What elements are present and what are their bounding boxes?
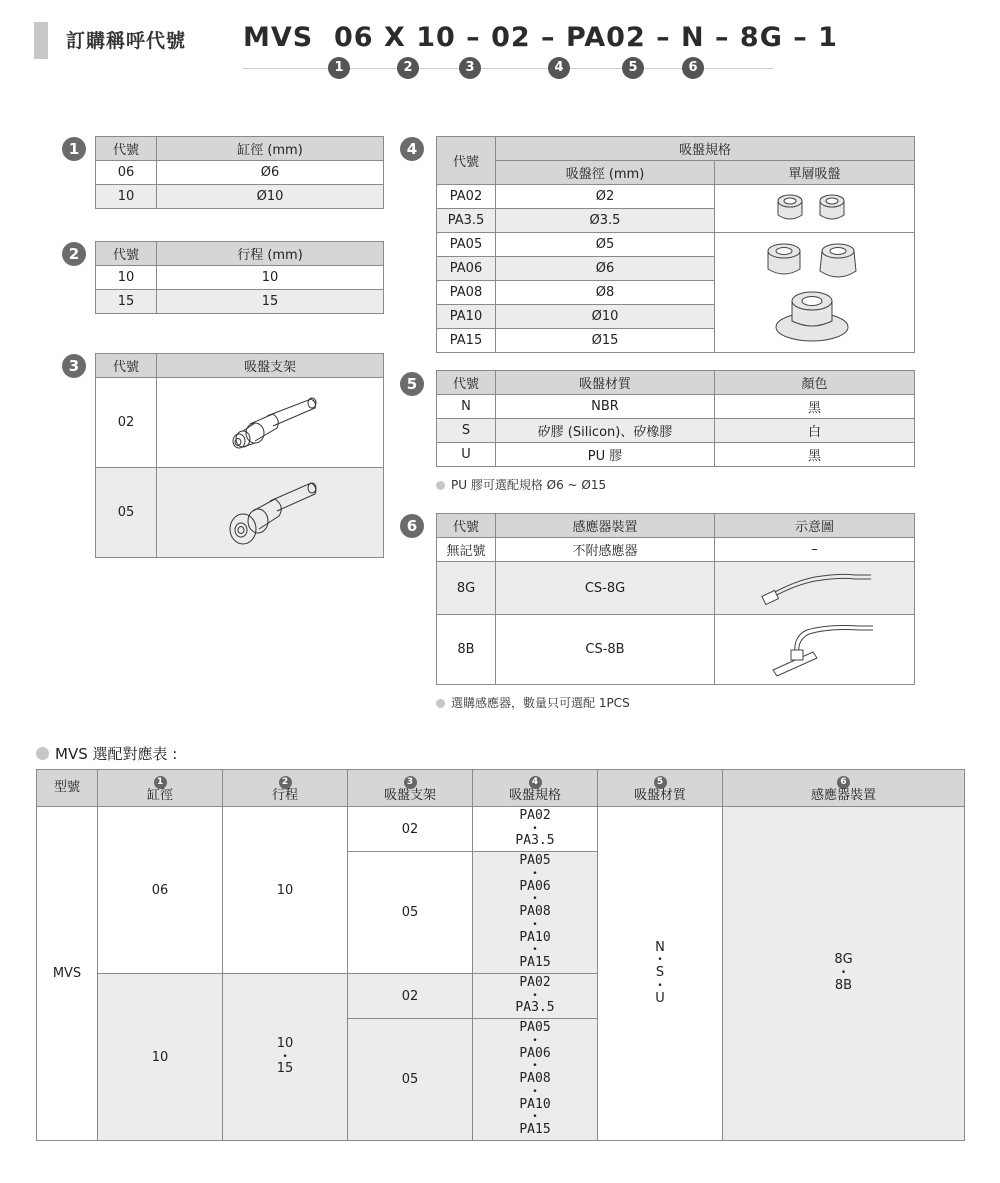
section-number-2: 2 [62, 242, 86, 266]
sensor-note-text: 選購感應器，數量只可選配 1PCS [451, 696, 630, 710]
matrix-model: MVS [37, 807, 98, 1141]
table-cell: PA08 [437, 281, 496, 305]
table-cell: 10 [157, 266, 384, 290]
table-cell: Ø8 [496, 281, 715, 305]
matrix-stroke-10: 10 [223, 807, 348, 974]
bullet-icon [436, 481, 445, 490]
table-cell: PA10 [437, 305, 496, 329]
header-accent-bar [34, 22, 48, 59]
col-header-code: 代號 [437, 371, 496, 395]
table-cell: CS-8G [496, 562, 715, 615]
section-number-5: 5 [400, 372, 424, 396]
table-cell: PU 膠 [496, 443, 715, 467]
large-pads-icon [760, 235, 870, 347]
table-cell: PA06 [437, 257, 496, 281]
matrix-bore-06: 06 [98, 807, 223, 974]
col-header-code: 代號 [96, 354, 157, 378]
sensor-8b-icon [755, 616, 875, 680]
matrix-pads-small: PA02 • PA3.5 [473, 807, 598, 852]
holder-table [95, 353, 384, 558]
table-cell: N [437, 395, 496, 419]
table-cell: 15 [96, 290, 157, 314]
table-cell: 矽膠 (Silicon)、矽橡膠 [496, 419, 715, 443]
table-cell: 8G [437, 562, 496, 615]
table-cell: 8B [437, 615, 496, 685]
matrix-bore-10: 10 [98, 974, 223, 1141]
sensor-8g-image [715, 562, 915, 615]
position-marker-6: 6 [682, 57, 704, 79]
pad-spec-table [436, 136, 915, 353]
table-cell: 不附感應器 [496, 538, 715, 562]
holder-05-icon [215, 473, 325, 548]
matrix-holder-05: 05 [348, 852, 473, 974]
position-marker-4: 4 [548, 57, 570, 79]
table-cell: PA05 [437, 233, 496, 257]
table-cell: – [715, 538, 915, 562]
holder-02-icon [215, 386, 325, 456]
table-cell: 15 [157, 290, 384, 314]
matrix-header-stroke: 2 行程 [223, 770, 348, 807]
sensor-table [436, 513, 915, 685]
col-header-code: 代號 [437, 514, 496, 538]
section-number-6: 6 [400, 514, 424, 538]
matrix-title-text: MVS 選配對應表 : [55, 745, 178, 763]
bullet-icon [36, 747, 49, 760]
sensor-8b-image [715, 615, 915, 685]
col-header-diagram: 示意圖 [715, 514, 915, 538]
selection-matrix [36, 769, 965, 1141]
table-cell: Ø6 [496, 257, 715, 281]
col-header-single-pad: 單層吸盤 [715, 161, 915, 185]
bore-table [95, 136, 384, 209]
table-cell: 10 [96, 185, 157, 209]
matrix-holder-02: 02 [348, 974, 473, 1019]
matrix-holder-02: 02 [348, 807, 473, 852]
col-header-sensor: 感應器裝置 [496, 514, 715, 538]
matrix-materials: N • S • U [598, 807, 723, 1141]
section-number-4: 4 [400, 137, 424, 161]
sensor-8g-icon [755, 563, 875, 609]
matrix-pads-large: PA05 • PA06 • PA08 • PA10 • PA15 [473, 1019, 598, 1141]
matrix-holder-05: 05 [348, 1019, 473, 1141]
large-pad-image [715, 233, 915, 353]
col-header-color: 顏色 [715, 371, 915, 395]
table-cell: U [437, 443, 496, 467]
section-number-3: 3 [62, 354, 86, 378]
matrix-header-holder: 3 吸盤支架 [348, 770, 473, 807]
table-cell: 黑 [715, 395, 915, 419]
table-cell: 02 [96, 378, 157, 468]
sensor-note [436, 694, 630, 711]
position-marker-1: 1 [328, 57, 350, 79]
material-table [436, 370, 915, 467]
matrix-stroke-10-15: 10 • 15 [223, 974, 348, 1141]
position-marker-3: 3 [459, 57, 481, 79]
col-header-stroke: 行程 (mm) [157, 242, 384, 266]
matrix-header-bore: 1 缸徑 [98, 770, 223, 807]
model-code: MVS 06 X 10 – 02 – PA02 – N – 8G – 1 [243, 22, 838, 53]
table-cell: Ø6 [157, 161, 384, 185]
matrix-header-model: 型號 [37, 770, 98, 807]
table-cell: Ø10 [157, 185, 384, 209]
material-note [436, 476, 606, 493]
stroke-table [95, 241, 384, 314]
col-header-pad-spec: 吸盤規格 [496, 137, 915, 161]
table-cell: PA3.5 [437, 209, 496, 233]
col-header-material: 吸盤材質 [496, 371, 715, 395]
holder-02-image [157, 378, 384, 468]
order-code-title: 訂購稱呼代號 [66, 30, 187, 52]
table-cell: Ø15 [496, 329, 715, 353]
position-marker-2: 2 [397, 57, 419, 79]
col-header-code: 代號 [96, 137, 157, 161]
table-cell: 06 [96, 161, 157, 185]
table-cell: PA02 [437, 185, 496, 209]
table-cell: S [437, 419, 496, 443]
matrix-pads-small: PA02 • PA3.5 [473, 974, 598, 1019]
table-cell: 05 [96, 468, 157, 558]
small-pad-image [715, 185, 915, 233]
bullet-icon [436, 699, 445, 708]
col-header-pad-diameter: 吸盤徑 (mm) [496, 161, 715, 185]
small-pads-icon [770, 187, 860, 227]
table-cell: NBR [496, 395, 715, 419]
matrix-title [36, 743, 177, 764]
table-cell: 10 [96, 266, 157, 290]
matrix-header-pad-spec: 4 吸盤規格 [473, 770, 598, 807]
table-cell: Ø2 [496, 185, 715, 209]
table-cell: 黑 [715, 443, 915, 467]
col-header-holder: 吸盤支架 [157, 354, 384, 378]
table-cell: 白 [715, 419, 915, 443]
section-number-1: 1 [62, 137, 86, 161]
table-cell: 無記號 [437, 538, 496, 562]
matrix-sensors: 8G • 8B [723, 807, 965, 1141]
position-marker-5: 5 [622, 57, 644, 79]
matrix-header-material: 5 吸盤材質 [598, 770, 723, 807]
table-cell: PA15 [437, 329, 496, 353]
matrix-pads-large: PA05 • PA06 • PA08 • PA10 • PA15 [473, 852, 598, 974]
table-cell: CS-8B [496, 615, 715, 685]
col-header-bore: 缸徑 (mm) [157, 137, 384, 161]
col-header-code: 代號 [96, 242, 157, 266]
table-cell: Ø3.5 [496, 209, 715, 233]
holder-05-image [157, 468, 384, 558]
material-note-text: PU 膠可選配規格 Ø6 ~ Ø15 [451, 478, 607, 492]
table-cell: Ø10 [496, 305, 715, 329]
matrix-header-sensor: 6 感應器裝置 [723, 770, 965, 807]
table-cell: Ø5 [496, 233, 715, 257]
col-header-code: 代號 [437, 137, 496, 185]
